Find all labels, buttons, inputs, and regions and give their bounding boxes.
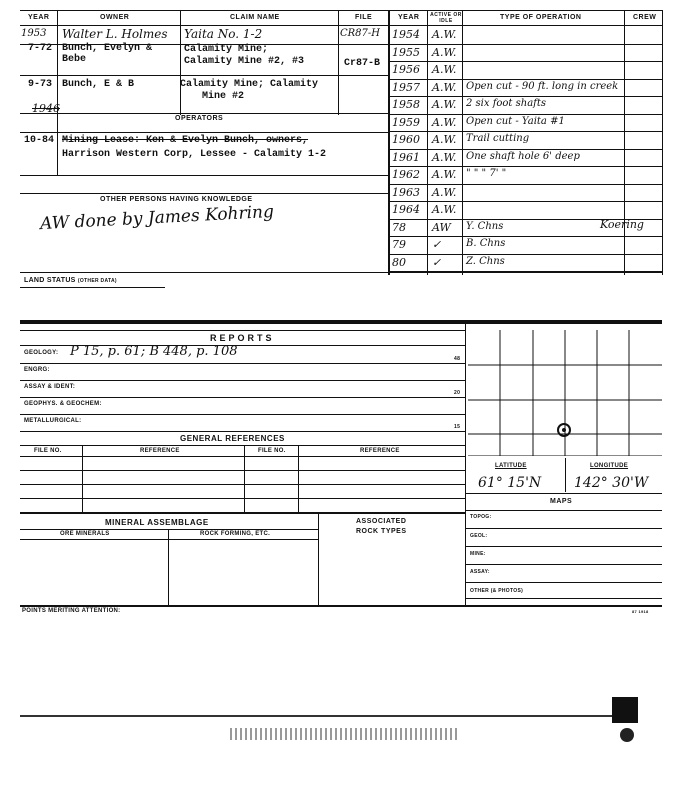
geophys-label: GEOPHYS. & GEOCHEM:: [24, 401, 102, 407]
ore-minerals-label: ORE MINERALS: [60, 531, 110, 537]
general-references-title: GENERAL REFERENCES: [180, 434, 285, 443]
year-log-status: A.W.: [432, 185, 457, 199]
maps-mine: MINE:: [470, 551, 486, 557]
year-log-operation: One shaft hole 6' deep: [466, 150, 580, 162]
maps-topog: TOPOG:: [470, 514, 492, 520]
owner-row-1-file: CR87-H: [340, 28, 381, 39]
year-log-year: 1962: [392, 168, 420, 181]
header-year-2: YEAR: [398, 14, 420, 21]
longitude-label: LONGITUDE: [590, 463, 629, 469]
year-log-year: 1964: [392, 203, 420, 216]
header-file: FILE: [355, 14, 373, 21]
year-log-year: 78: [392, 220, 406, 234]
owner-row-3-owner: Bunch, E & B: [62, 79, 135, 90]
year-log-year: 1961: [392, 150, 420, 164]
year-log-status: A.W.: [432, 150, 457, 164]
year-log-year: 1960: [392, 133, 420, 146]
geology-value: P 15, p. 61; B 448, p. 108: [70, 344, 238, 359]
year-log-divider: [388, 61, 662, 62]
reports-title: REPORTS: [210, 333, 275, 343]
year-log-divider: [388, 79, 662, 80]
latitude-value: 61° 15'N: [478, 475, 542, 491]
other-persons-text: AW done by James Kohring: [39, 201, 275, 235]
other-persons-label: OTHER PERSONS HAVING KNOWLEDGE: [100, 196, 253, 203]
year-log-divider: [388, 201, 662, 202]
owner-row-2-owner: Bunch, Evelyn &: [62, 43, 153, 54]
year-log-divider: [388, 184, 662, 185]
longitude-value: 142° 30'W: [574, 475, 649, 491]
year-log-operation: Trail cutting: [466, 133, 530, 144]
year-log-year: 1958: [392, 98, 420, 111]
year-log-operation: " " " 7' ": [466, 168, 507, 179]
operators-row-2-text: Harrison Western Corp, Lessee - Calamity 1-2: [62, 149, 327, 160]
year-log-year: 1963: [392, 185, 420, 199]
latitude-label: LATITUDE: [495, 463, 527, 469]
header-owner: OWNER: [100, 14, 130, 21]
year-log-status: A.W.: [432, 168, 457, 181]
owner-row-1-owner: Walter L. Holmes: [62, 27, 168, 41]
operators-row-1-year: 10-84: [24, 135, 55, 146]
owner-row-2-year: 7-72: [28, 43, 53, 54]
year-log-operation: B. Chns: [466, 238, 506, 249]
owner-row-4-year: 1946: [32, 102, 60, 115]
rock-forming-label: ROCK FORMING, ETC.: [200, 531, 271, 537]
year-log-year: 1956: [392, 63, 420, 76]
year-log-year: 1955: [392, 45, 420, 59]
owner-row-3-year: 9-73: [28, 79, 53, 90]
year-log-year: 80: [392, 255, 406, 269]
maps-geol: GEOL:: [470, 533, 488, 539]
year-log-status: ✓: [432, 238, 442, 251]
year-log-year: 1957: [392, 80, 420, 94]
header-crew: CREW: [633, 14, 657, 21]
associated-label: ASSOCIATED: [356, 518, 407, 525]
metallurgical-num: 15: [454, 424, 461, 430]
gr-file-no-2: FILE NO.: [258, 448, 286, 454]
geology-num: 48: [454, 356, 461, 362]
year-log-crew: Koering: [600, 217, 644, 231]
year-log-divider: [388, 44, 662, 45]
header-active-idle: ACTIVE OR IDLE: [430, 12, 462, 24]
year-log-status: AW: [432, 220, 451, 234]
year-log-divider: [388, 236, 662, 237]
land-status-label: [24, 277, 117, 284]
year-log-status: A.W.: [432, 45, 457, 59]
year-log-divider: [388, 271, 662, 272]
location-grid-svg: [468, 330, 662, 456]
location-grid: [468, 330, 662, 456]
owner-row-1-year: 1953: [21, 28, 47, 39]
owner-row-3-claim: Calamity Mine; Calamity: [180, 79, 319, 90]
year-log-status: ✓: [432, 255, 442, 269]
mineral-assemblage-title: MINERAL ASSEMBLAGE: [105, 518, 209, 527]
owner-row-3-claim-line2: Mine #2: [202, 91, 245, 102]
owner-row-2-file: Cr87-B: [344, 58, 381, 69]
year-log-status: A.W.: [432, 203, 457, 216]
year-log-divider: [388, 114, 662, 115]
year-log-operation: 2 six foot shafts: [466, 98, 547, 109]
rock-types-label: ROCK TYPES: [356, 528, 407, 535]
land-status-text: LAND STATUS: [24, 277, 76, 284]
gr-reference-2: REFERENCE: [360, 448, 400, 454]
year-log-divider: [388, 131, 662, 132]
year-log-year: 1954: [392, 28, 420, 41]
operators-label: OPERATORS: [175, 115, 224, 122]
owner-row-1-claim: Yaita No. 1-2: [184, 27, 263, 41]
year-log-divider: [388, 149, 662, 150]
gr-reference-1: REFERENCE: [140, 448, 180, 454]
year-log-status: A.W.: [432, 115, 457, 129]
owner-row-2-claim: Calamity Mine;: [184, 44, 269, 55]
year-log-divider: [388, 254, 662, 255]
year-log-year: 79: [392, 238, 406, 251]
header-claim-name: CLAIM NAME: [230, 14, 280, 21]
year-log-status: A.W.: [432, 133, 457, 146]
geology-label: GEOLOGY:: [24, 350, 59, 356]
year-log-status: A.W.: [432, 80, 457, 94]
year-log-status: A.W.: [432, 63, 457, 76]
assay-label: ASSAY & IDENT:: [24, 384, 76, 390]
year-log-operation: Open cut - Yaita #1: [466, 115, 565, 127]
year-log-operation: Z. Chns: [466, 255, 505, 267]
year-log-status: A.W.: [432, 28, 457, 41]
header-year: YEAR: [28, 14, 50, 21]
maps-title: MAPS: [550, 498, 573, 505]
land-status-sub: (OTHER DATA): [77, 278, 117, 284]
year-log-divider: [388, 96, 662, 97]
year-log-status: A.W.: [432, 98, 457, 111]
header-type-of-operation: TYPE OF OPERATION: [500, 14, 582, 21]
owner-row-2-owner-line2: Bebe: [62, 54, 87, 65]
year-log-year: 1959: [392, 115, 420, 129]
year-log-divider: [388, 166, 662, 167]
form-number: 87 1918: [632, 609, 649, 614]
assay-num: 20: [454, 390, 461, 396]
year-log-operation: Y. Chns: [466, 220, 504, 232]
maps-assay: ASSAY:: [470, 569, 490, 575]
maps-other: OTHER (& PHOTOS): [470, 588, 524, 594]
year-log-operation: Open cut - 90 ft. long in creek: [466, 80, 619, 92]
gr-file-no-1: FILE NO.: [34, 448, 62, 454]
operators-row-1-text: Mining Lease: Ken & Evelyn Bunch, owners,: [62, 135, 309, 146]
points-meriting-label: POINTS MERITING ATTENTION:: [22, 608, 121, 614]
engrg-label: ENGRG:: [24, 367, 50, 373]
owner-row-2-claim-line2: Calamity Mine #2, #3: [184, 56, 305, 67]
metallurgical-label: METALLURGICAL:: [24, 418, 82, 424]
